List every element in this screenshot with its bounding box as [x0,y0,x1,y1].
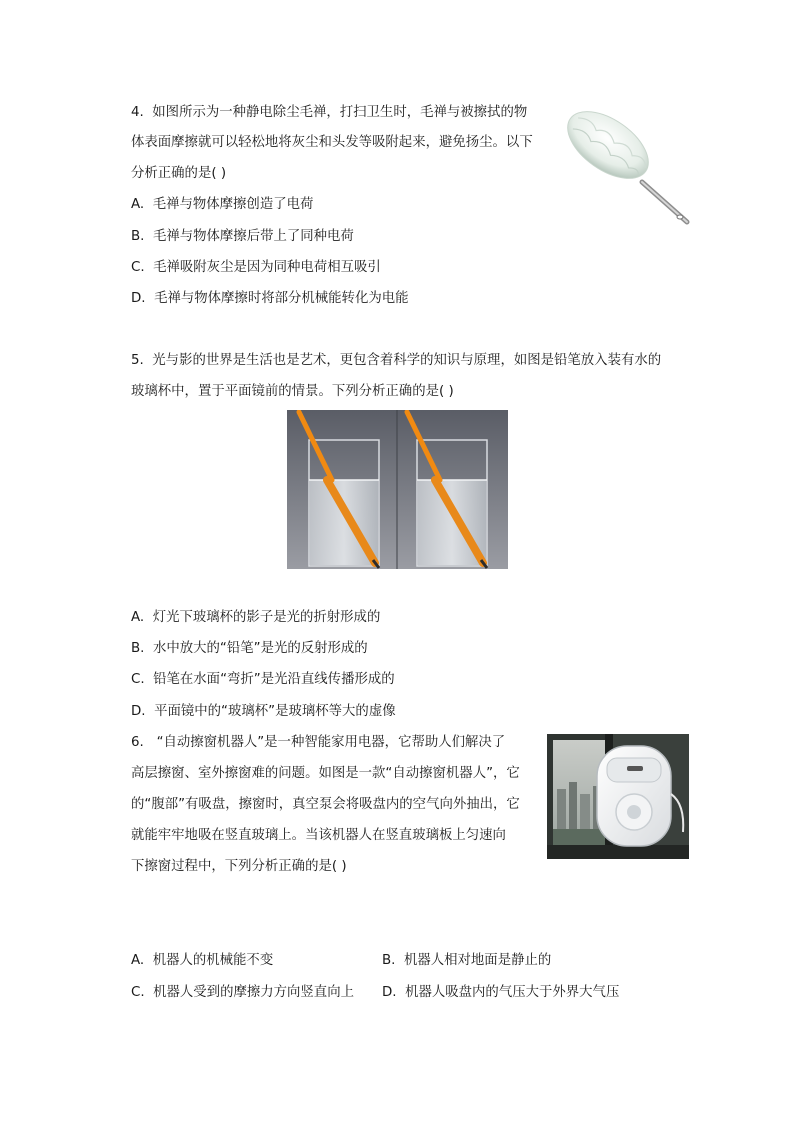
question-6-line-1: 6. “自动擦窗机器人”是一种智能家用电器，它帮助人们解决了 [131,735,506,750]
question-4-option-a: A. 毛禅与物体摩擦创造了电荷 [131,197,314,212]
question-6-option-c: C. 机器人受到的摩擦力方向竖直向上 [131,985,354,1000]
question-4-line-2: 体表面摩擦就可以轻松地将灰尘和头发等吸附起来，避免扬尘。以下 [131,135,533,150]
question-5-line-2: 玻璃杯中，置于平面镜前的情景。下列分析正确的是( ) [131,384,454,399]
question-4-line-3: 分析正确的是( ) [131,166,227,181]
question-6-line-3: 的“腹部”有吸盘，擦窗时，真空泵会将吸盘内的空气向外抽出，它 [131,797,520,812]
question-5-line-1: 5. 光与影的世界是生活也是艺术，更包含着科学的知识与原理，如图是铅笔放入装有水的 [131,353,662,368]
pencil-glass-mirror-image [287,410,508,569]
window-robot-image [547,734,689,859]
question-4-option-c: C. 毛禅吸附灰尘是因为同种电荷相互吸引 [131,260,381,275]
question-6-option-d: D. 机器人吸盘内的气压大于外界大气压 [382,985,620,1000]
question-6-number: 6. [131,735,144,750]
question-5-option-c: C. 铅笔在水面“弯折”是光沿直线传播形成的 [131,672,395,687]
question-4-option-b: B. 毛禅与物体摩擦后带上了同种电荷 [131,229,354,244]
question-6-line-5: 下擦窗过程中，下列分析正确的是( ) [131,859,347,874]
duster-image [560,100,695,230]
question-6-line-2: 高层擦窗、室外擦窗难的问题。如图是一款“自动擦窗机器人”，它 [131,766,520,781]
question-6-option-b: B. 机器人相对地面是静止的 [382,953,552,968]
question-5-option-a: A. 灯光下玻璃杯的影子是光的折射形成的 [131,610,381,625]
question-4-line-1: 4. 如图所示为一种静电除尘毛禅，打扫卫生时，毛禅与被擦拭的物 [131,105,528,120]
question-5-number: 5. [131,353,144,368]
question-4-option-d: D. 毛禅与物体摩擦时将部分机械能转化为电能 [131,291,409,306]
question-6-line-4: 就能牢牢地吸在竖直玻璃上。当该机器人在竖直玻璃板上匀速向 [131,828,506,843]
question-6-option-a: A. 机器人的机械能不变 [131,953,274,968]
question-4-number: 4. [131,105,144,120]
question-5-option-b: B. 水中放大的“铅笔”是光的反射形成的 [131,641,368,656]
question-5-option-d: D. 平面镜中的“玻璃杯”是玻璃杯等大的虚像 [131,704,396,719]
